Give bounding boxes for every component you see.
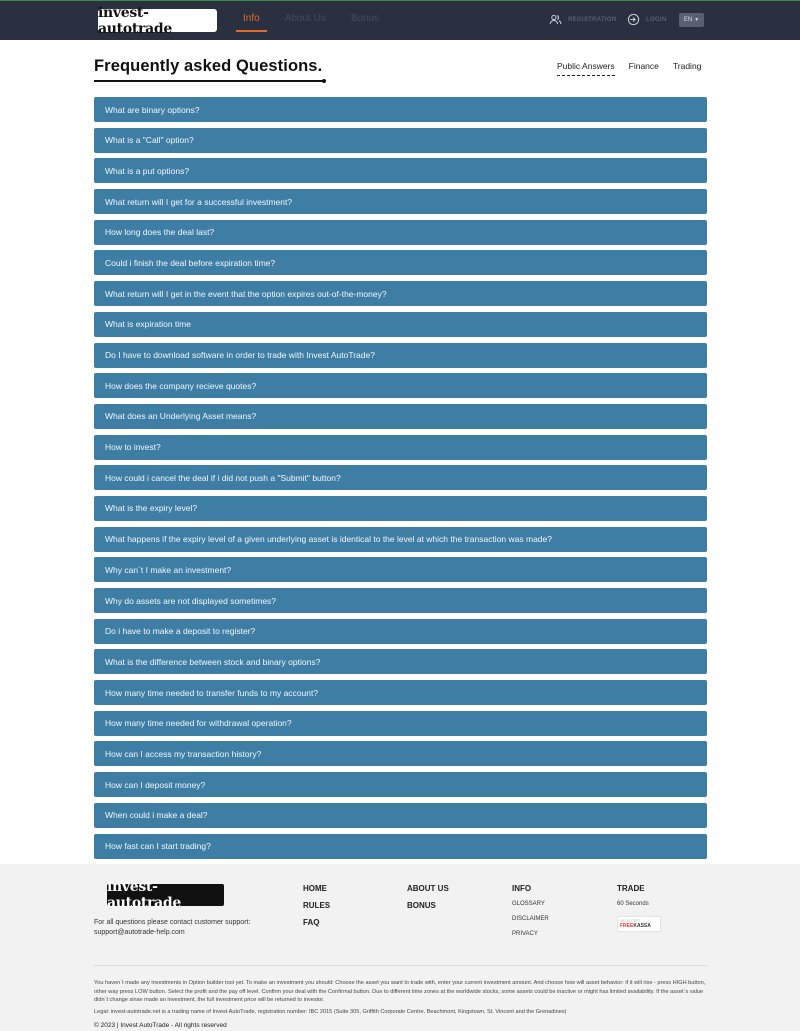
main-nav [236,11,397,26]
faq-item[interactable]: How to invest? [94,435,707,460]
freekassa-brand-free: FREE [620,922,634,929]
freekassa-accept-text: WE ACCEPT [620,918,641,923]
support-text: For all questions please contact customer support: [94,919,251,926]
faq-item[interactable]: What happens if the expiry level of a given underlying asset is identical to the level at which the transaction was made? [94,527,707,552]
users-icon [549,13,562,26]
faq-item[interactable]: What is the expiry level? [94,496,707,521]
faq-item[interactable]: How can I deposit money? [94,772,707,797]
faq-item[interactable]: Why do assets are not displayed sometimes? [94,588,707,613]
footer-col-main [303,884,330,935]
faq-item[interactable]: How can I access my transaction history? [94,741,707,766]
tab-public-answers[interactable]: Public Answers [557,61,615,76]
faq-item[interactable]: How could i cancel the deal if i did not push a "Submit" button? [94,465,707,490]
footer-disclaimer: You haven`t made any investments in Option builder tool yet. To make an investment you should: Choose the asset you want to trade with, enter your current investment amount. And choose how will asset behavior: if it will rise - press HIGH button, other way press LOW button. Select the profit and the pay off level. Confirm your deal with the Confirmal button. Due to different time zones at the worldwide stocks, some assets could be inactive or might has limited availability. If the asset`s value didn`t change sinse made an investment, the full investment price will be returned to investor. [94,980,706,1003]
language-value: EN [683,17,693,23]
faq-item[interactable]: How many time needed for withdrawal operation? [94,711,707,736]
chevron-down-icon: ▼ [694,17,700,23]
footer-trade-heading: TRADE [617,884,645,893]
faq-item[interactable]: What does an Underlying Asset means? [94,404,707,429]
support-info [94,918,250,938]
faq-item[interactable]: How long does the deal last? [94,220,707,245]
faq-item[interactable]: When could i make a deal? [94,803,707,828]
faq-item[interactable]: Why can`t I make an investment? [94,557,707,582]
footer-logo[interactable]: invest-autotrade [107,884,224,906]
faq-tabs [557,61,701,76]
faq-item[interactable]: How does the company recieve quotes? [94,373,707,398]
footer-col-about [407,884,449,918]
faq-item[interactable]: Do I have to download software in order to trade with Invest AutoTrade? [94,343,707,368]
footer-info-heading: INFO [512,884,532,893]
login-link[interactable] [627,13,667,26]
faq-item[interactable]: How many time needed to transfer funds to my account? [94,680,707,705]
footer-col-trade [617,884,661,932]
tab-trading[interactable]: Trading [672,61,702,71]
footer-copyright: © 2023 | Invest AutoTrade - All rights reserved [94,1022,227,1029]
footer [0,864,800,1031]
registration-label: REGISTRATION [568,16,617,23]
footer-link-faq[interactable]: FAQ [303,918,320,927]
site-logo[interactable]: invest-autotrade [98,9,217,32]
faq-item[interactable]: What is the difference between stock and binary options? [94,649,707,674]
nav-info[interactable]: Info [236,11,267,26]
nav-about-us[interactable]: About Us [284,13,326,24]
footer-link-home[interactable]: HOME [303,884,327,893]
faq-item[interactable]: What is a "Call" option? [94,128,707,153]
footer-legal: Legal: invest-autotrade.net is a trading name of Invest AutoTrade, registration number: IBC 2015 (Suite 305, Griffith Corporate Centre, Beachmont, Kingstown, St. Vincent and the Grenadines) [94,1009,567,1015]
footer-link-about-us[interactable]: ABOUT US [407,884,449,893]
faq-item[interactable]: What is a put options? [94,158,707,183]
language-selector[interactable] [679,13,704,27]
footer-link-glossary[interactable]: GLOSSARY [512,901,545,907]
title-underline [94,80,324,82]
footer-link-bonus[interactable]: BONUS [407,901,436,910]
login-label: LOGIN [646,16,667,23]
login-icon [627,13,640,26]
faq-item[interactable]: What return will I get in the event that the option expires out-of-the-money? [94,281,707,306]
freekassa-badge[interactable] [617,916,661,932]
faq-item[interactable]: What is expiration time [94,312,707,337]
title-underline-dot [322,79,326,83]
faq-item[interactable]: What are binary options? [94,97,707,122]
tab-finance[interactable]: Finance [628,61,659,71]
page-title: Frequently asked Questions. [94,57,323,75]
faq-item[interactable]: Do i have to make a deposit to register? [94,619,707,644]
footer-link-rules[interactable]: RULES [303,901,331,910]
faq-item[interactable]: Could i finish the deal before expiration time? [94,250,707,275]
freekassa-brand-kassa: KASSA [633,922,651,929]
footer-divider [94,965,707,966]
faq-item[interactable]: How fast can I start trading? [94,834,707,859]
registration-link[interactable] [549,13,617,26]
top-navbar [0,0,800,40]
footer-link-privacy[interactable]: PRIVACY [512,931,538,937]
footer-col-info [512,884,549,946]
faq-item[interactable]: What return will I get for a successful investment? [94,189,707,214]
faq-list [94,97,707,864]
footer-link-disclaimer[interactable]: DISCLAIMER [512,916,549,922]
footer-link-60-seconds[interactable]: 60 Seconds [617,901,649,907]
nav-bonus[interactable]: Bonus [350,13,380,24]
support-email[interactable]: support@autotrade-help.com [94,929,185,936]
